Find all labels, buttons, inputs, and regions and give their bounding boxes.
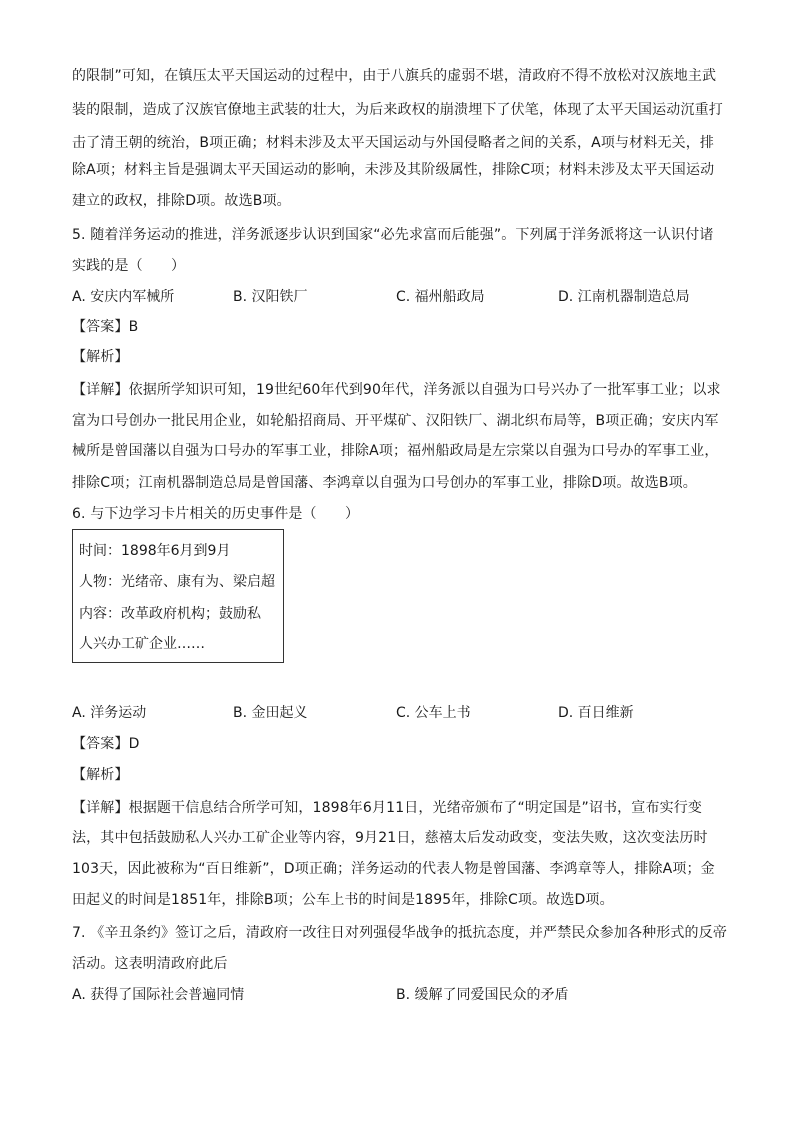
analysis-line: 除A项；材料主旨是强调太平天国运动的影响，未涉及其阶级属性，排除C项；材料未涉及太平天国运动 (72, 162, 715, 178)
q5-option-c: C. 福州船政局 (396, 289, 485, 305)
q5-detail: 排除C项；江南机器制造总局是曾国藩、李鸿章以自强为口号创办的军事工业，排除D项。故选B项。 (72, 475, 697, 491)
q6-option-d: D. 百日维新 (558, 705, 634, 721)
q7-stem: 活动。这表明清政府此后 (72, 956, 228, 972)
q5-option-a: A. 安庆内军械所 (72, 289, 175, 305)
analysis-line: 建立的政权，排除D项。故选B项。 (72, 193, 291, 209)
q6-option-b: B. 金田起义 (233, 705, 308, 721)
q7-stem: 7. 《辛丑条约》签订之后，清政府一改往日对列强侵华战争的抵抗态度，并严禁民众参加各种形式的反帝 (72, 925, 728, 941)
card-line: 人兴办工矿企业…… (79, 636, 205, 652)
q6-stem: 6. 与下边学习卡片相关的历史事件是（ ） (72, 506, 360, 522)
q5-answer: 【答案】B (72, 319, 139, 335)
q6-answer: 【答案】D (72, 736, 140, 752)
study-card (72, 529, 284, 663)
card-line: 人物：光绪帝、康有为、梁启超 (79, 574, 275, 590)
q6-analysis-label: 【解析】 (72, 767, 129, 783)
q6-detail: 103天，因此被称为“百日维新”，D项正确；洋务运动的代表人物是曾国藩、李鸿章等人，排除A项；金 (72, 861, 715, 877)
q5-detail: 械所是曾国藩以自强为口号办的军事工业，排除A项；福州船政局是左宗棠以自强为口号办的军事工业， (72, 443, 719, 459)
q6-option-a: A. 洋务运动 (72, 705, 147, 721)
analysis-line: 装的限制，造成了汉族官僚地主武装的壮大，为后来政权的崩溃埋下了伏笔，体现了太平天国运动沉重打 (72, 102, 723, 118)
analysis-line: 的限制”可知，在镇压太平天国运动的过程中，由于八旗兵的虚弱不堪，清政府不得不放松对汉族地主武 (72, 68, 717, 84)
q6-option-c: C. 公车上书 (396, 705, 471, 721)
card-line: 内容：改革政府机构；鼓励私 (79, 606, 261, 622)
q7-option-b: B. 缓解了同爱国民众的矛盾 (396, 987, 569, 1003)
q5-detail: 富为口号创办一批民用企业，如轮船招商局、开平煤矿、汉阳铁厂、湖北织布局等，B项正确；安庆内军 (72, 413, 719, 429)
q6-detail: 【详解】根据题干信息结合所学可知，1898年6月11日，光绪帝颁布了“明定国是”诏书，宣布实行变 (72, 800, 703, 816)
q5-option-d: D. 江南机器制造总局 (558, 289, 690, 305)
q5-analysis-label: 【解析】 (72, 349, 129, 365)
q6-detail: 田起义的时间是1851年，排除B项；公车上书的时间是1895年，排除C项。故选D项。 (72, 892, 614, 908)
q5-detail: 【详解】依据所学知识可知，19世纪60年代到90年代，洋务派以自强为口号兴办了一批军事工业；以求 (72, 382, 721, 398)
analysis-line: 击了清王朝的统治，B项正确；材料未涉及太平天国运动与外国侵略者之间的关系，A项与材料无关，排 (72, 135, 715, 151)
q5-option-b: B. 汉阳铁厂 (233, 289, 308, 305)
card-line: 时间：1898年6月到9月 (79, 543, 231, 559)
q5-stem: 实践的是（ ） (72, 258, 186, 274)
q6-detail: 法，其中包括鼓励私人兴办工矿企业等内容，9月21日，慈禧太后发动政变，变法失败，这次变法历时 (72, 830, 708, 846)
q7-option-a: A. 获得了国际社会普遍同情 (72, 987, 245, 1003)
q5-stem: 5. 随着洋务运动的推进，洋务派逐步认识到国家“必先求富而后能强”。下列属于洋务派将这一认识付诸 (72, 227, 714, 243)
